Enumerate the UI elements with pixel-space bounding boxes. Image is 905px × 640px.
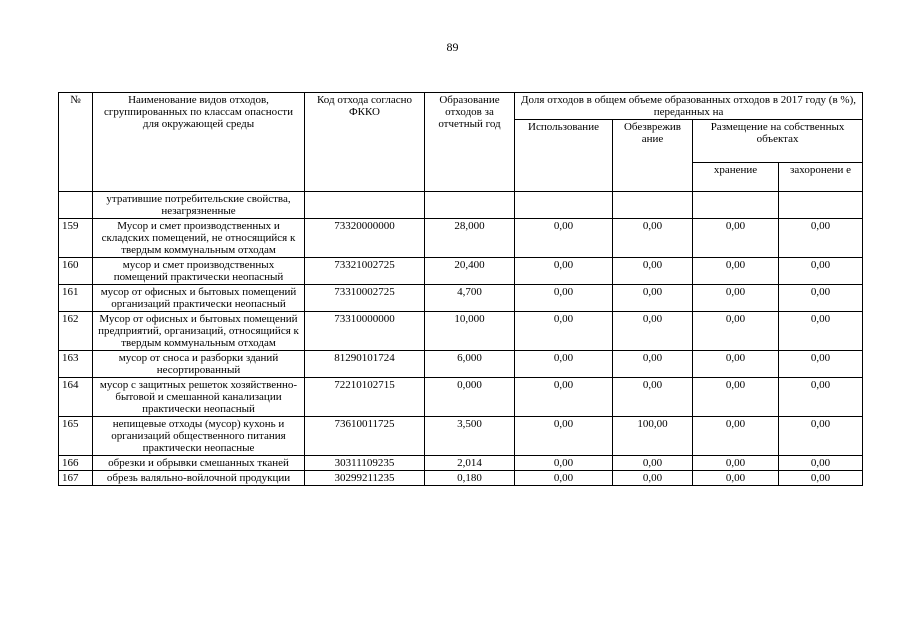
header-num: № — [59, 93, 93, 192]
table-cell-formation: 6,000 — [425, 351, 515, 378]
table-cell-code: 73321002725 — [305, 258, 425, 285]
table-cell-burial: 0,00 — [779, 471, 863, 486]
table-cell-use: 0,00 — [515, 351, 613, 378]
table-cell-neutralization: 0,00 — [613, 456, 693, 471]
table-cell-use: 0,00 — [515, 312, 613, 351]
table-cell-num: 165 — [59, 417, 93, 456]
table-cell-burial: 0,00 — [779, 351, 863, 378]
table-cell-formation: 2,014 — [425, 456, 515, 471]
table-cell-burial: 0,00 — [779, 219, 863, 258]
table-row — [59, 417, 863, 456]
table-cell-num: 163 — [59, 351, 93, 378]
table-cell-name: мусор от офисных и бытовых помещений организаций практически неопасный — [93, 285, 305, 312]
table-cell-use: 0,00 — [515, 456, 613, 471]
header-placement: Размещение на собственных объектах — [693, 120, 863, 163]
table-row — [59, 258, 863, 285]
table-cell-burial: 0,00 — [779, 258, 863, 285]
table-row — [59, 378, 863, 417]
page-number: 89 — [446, 40, 459, 54]
table-cell-neutralization: 0,00 — [613, 351, 693, 378]
header-share: Доля отходов в общем объеме образованных отходов в 2017 году (в %), переданных на — [515, 93, 863, 120]
header-burial: захоронени е — [779, 163, 863, 192]
table-cell-name: мусор от сноса и разборки зданий несортированный — [93, 351, 305, 378]
table-cell-burial: 0,00 — [779, 456, 863, 471]
header-neutralization: Обезврежив ание — [613, 120, 693, 192]
table-cell-use: 0,00 — [515, 258, 613, 285]
table-cell-burial: 0,00 — [779, 312, 863, 351]
table-cell-neutralization: 0,00 — [613, 258, 693, 285]
table-cell-neutralization: 0,00 — [613, 285, 693, 312]
table-cell-storage: 0,00 — [693, 456, 779, 471]
header-storage: хранение — [693, 163, 779, 192]
table-cell — [693, 192, 779, 219]
table-cell-storage: 0,00 — [693, 417, 779, 456]
table-cell-use: 0,00 — [515, 378, 613, 417]
table-cell-code: 81290101724 — [305, 351, 425, 378]
table-row — [59, 285, 863, 312]
header-formation: Образование отходов за отчетный год — [425, 93, 515, 192]
table-cell-use: 0,00 — [515, 471, 613, 486]
table-cell-code: 72210102715 — [305, 378, 425, 417]
table-cell-neutralization: 0,00 — [613, 471, 693, 486]
table-cell-use: 0,00 — [515, 417, 613, 456]
table-cell-formation: 28,000 — [425, 219, 515, 258]
continuation-row — [59, 192, 863, 219]
table-cell-name: мусор и смет производственных помещений практически неопасный — [93, 258, 305, 285]
table-cell-burial: 0,00 — [779, 378, 863, 417]
table-body — [59, 219, 863, 486]
table-cell-formation: 0,180 — [425, 471, 515, 486]
table-row — [59, 471, 863, 486]
table-cell-code: 73610011725 — [305, 417, 425, 456]
table-cell-formation: 0,000 — [425, 378, 515, 417]
table-cell-code: 73310002725 — [305, 285, 425, 312]
table-cell-code: 73320000000 — [305, 219, 425, 258]
table-row — [59, 219, 863, 258]
table-cell-num: 166 — [59, 456, 93, 471]
header-row-1 — [59, 93, 863, 120]
table-cell-num: 162 — [59, 312, 93, 351]
table-cell-num: 167 — [59, 471, 93, 486]
table-cell-storage: 0,00 — [693, 258, 779, 285]
header-code: Код отхода согласно ФККО — [305, 93, 425, 192]
table-cell-neutralization: 0,00 — [613, 378, 693, 417]
table-cell-burial: 0,00 — [779, 285, 863, 312]
table-cell-formation: 4,700 — [425, 285, 515, 312]
table-cell-formation: 3,500 — [425, 417, 515, 456]
table-cell-storage: 0,00 — [693, 378, 779, 417]
table-cell-num: 164 — [59, 378, 93, 417]
table-cell-neutralization: 0,00 — [613, 312, 693, 351]
table-cell — [59, 192, 93, 219]
table-cell-neutralization: 0,00 — [613, 219, 693, 258]
table-cell-name: обрезки и обрывки смешанных тканей — [93, 456, 305, 471]
table-cell-storage: 0,00 — [693, 312, 779, 351]
waste-table — [58, 92, 863, 486]
table-cell-code: 73310000000 — [305, 312, 425, 351]
table-row — [59, 351, 863, 378]
table-cell-num: 159 — [59, 219, 93, 258]
header-name: Наименование видов отходов, сгруппированных по классам опасности для окружающей среды — [93, 93, 305, 192]
table-cell — [305, 192, 425, 219]
table-cell-storage: 0,00 — [693, 285, 779, 312]
header-use: Использование — [515, 120, 613, 192]
table-cell-name: Мусор от офисных и бытовых помещений предприятий, организаций, относящийся к твердым коммунальным отходам — [93, 312, 305, 351]
table-cell-name: утратившие потребительские свойства, незагрязненные — [93, 192, 305, 219]
table-cell-name: непищевые отходы (мусор) кухонь и организаций общественного питания практически неопасные — [93, 417, 305, 456]
table-cell-storage: 0,00 — [693, 351, 779, 378]
table-cell-code: 30299211235 — [305, 471, 425, 486]
table-cell — [425, 192, 515, 219]
table-cell-storage: 0,00 — [693, 219, 779, 258]
table-cell-formation: 20,400 — [425, 258, 515, 285]
table-cell-formation: 10,000 — [425, 312, 515, 351]
table-cell-name: мусор с защитных решеток хозяйственно-бытовой и смешанной канализации практически неопасный — [93, 378, 305, 417]
table-cell-use: 0,00 — [515, 285, 613, 312]
table-cell-code: 30311109235 — [305, 456, 425, 471]
table-cell — [779, 192, 863, 219]
table-row — [59, 312, 863, 351]
table-cell — [515, 192, 613, 219]
table-cell-burial: 0,00 — [779, 417, 863, 456]
table-cell-num: 161 — [59, 285, 93, 312]
table-row — [59, 456, 863, 471]
table-cell-neutralization: 100,00 — [613, 417, 693, 456]
table-cell-use: 0,00 — [515, 219, 613, 258]
table-cell-name: обрезь валяльно-войлочной продукции — [93, 471, 305, 486]
table-cell-storage: 0,00 — [693, 471, 779, 486]
table-cell-name: Мусор и смет производственных и складских помещений, не относящийся к твердым коммунальным отходам — [93, 219, 305, 258]
table-cell-num: 160 — [59, 258, 93, 285]
table-cell — [613, 192, 693, 219]
